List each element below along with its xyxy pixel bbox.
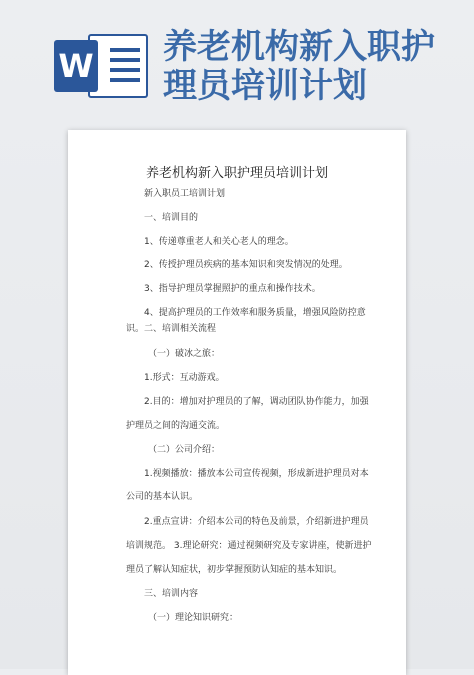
doc-line: 培训规范。 3.理论研究：通过视频研究及专家讲座，使新进护 <box>126 541 372 551</box>
doc-line: 公司的基本认识。 <box>126 492 199 502</box>
doc-line: 2、传授护理员疾病的基本知识和突发情况的处理。 <box>144 260 348 270</box>
doc-line: 2.目的：增加对护理员的了解，调动团队协作能力，加强 <box>144 397 369 407</box>
subsection-heading: （二）公司介绍： <box>148 445 221 455</box>
word-document-icon <box>54 34 150 98</box>
document-title: 养老机构新入职护理员培训计划 <box>145 166 328 181</box>
section-heading: 三、培训内容 <box>144 589 199 599</box>
doc-line: 1.形式：互动游戏。 <box>144 373 225 383</box>
banner-title <box>163 28 463 106</box>
subsection-heading: （一）破冰之旅： <box>148 349 221 359</box>
doc-line: 识。二、培训相关流程 <box>126 324 217 334</box>
doc-line: 新入职员工培训计划 <box>144 189 226 199</box>
document-page <box>68 130 406 675</box>
doc-line: 理员了解认知症状，初步掌握预防认知症的基本知识。 <box>126 565 343 575</box>
doc-line: 3、指导护理员掌握照护的重点和操作技术。 <box>144 284 321 294</box>
doc-line: 1、传递尊重老人和关心老人的理念。 <box>144 237 294 247</box>
subsection-heading: （一）理论知识研究： <box>148 613 239 623</box>
banner-title-line-2: 理员培训计划 <box>163 66 367 106</box>
doc-line: 2.重点宣讲：介绍本公司的特色及前景，介绍新进护理员 <box>144 517 369 527</box>
banner <box>0 0 474 120</box>
doc-line: 护理员之间的沟通交流。 <box>126 421 226 431</box>
banner-title-line-1: 养老机构新入职护 <box>163 27 435 67</box>
doc-line: 1.视频播放：播放本公司宣传视频，形成新进护理员对本 <box>144 469 369 479</box>
word-letter-tile: W <box>54 40 98 92</box>
section-heading: 一、培训目的 <box>144 213 199 223</box>
doc-line: 4、提高护理员的工作效率和服务质量，增强风险防控意 <box>144 308 366 318</box>
